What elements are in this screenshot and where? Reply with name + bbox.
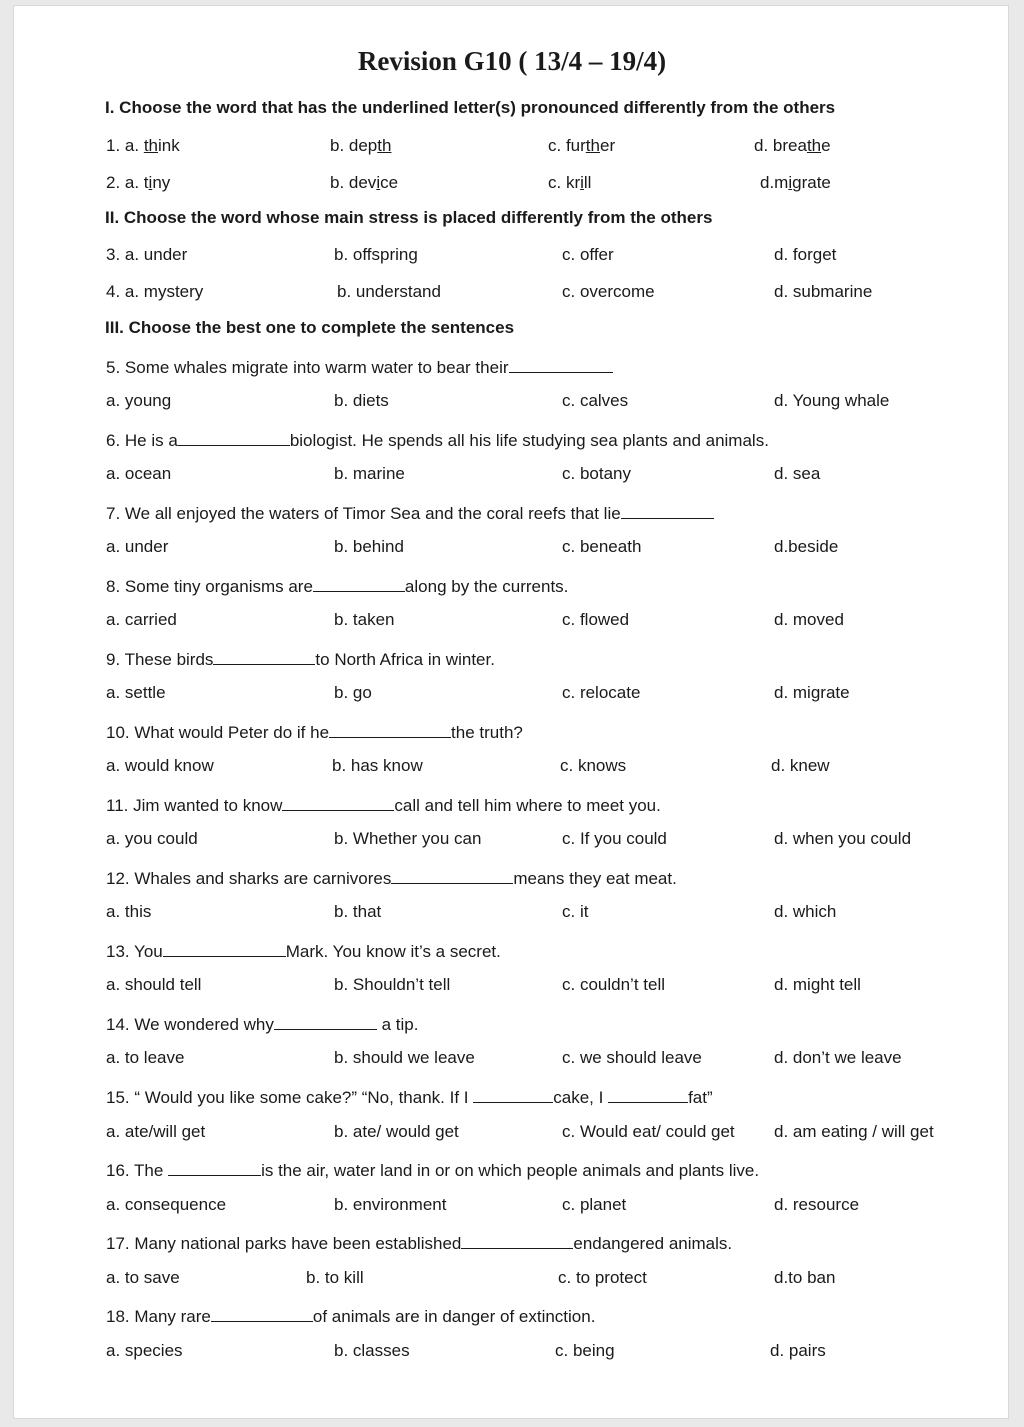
answer-blank[interactable] [509, 355, 613, 373]
q6-option-b: b. marine [334, 464, 405, 483]
q2-option-a: 2. a. tiny [106, 173, 171, 192]
q4-option-d: d. submarine [774, 282, 873, 301]
q15-option-d: d. am eating / will get [774, 1122, 934, 1141]
q5-option-d: d. Young whale [774, 391, 890, 410]
q11-option-d: d. when you could [774, 829, 912, 848]
question-12: 12. Whales and sharks are carnivores means they eat meat. [106, 866, 677, 889]
q9-option-a: a. settle [106, 683, 166, 702]
answer-blank[interactable] [282, 793, 394, 811]
q13-option-c: c. couldn’t tell [562, 975, 665, 994]
q10-option-b: b. has know [332, 756, 423, 775]
question-8: 8. Some tiny organisms are along by the currents. [106, 574, 568, 597]
q3-option-d: d. forget [774, 245, 837, 264]
q2-option-b: b. device [330, 173, 399, 192]
answer-blank[interactable] [473, 1085, 553, 1103]
answer-blank[interactable] [178, 428, 290, 446]
q17-option-d: d.to ban [774, 1268, 836, 1287]
q11-option-b: b. Whether you can [334, 829, 482, 848]
q4-option-a: 4. a. mystery [106, 282, 204, 301]
q2-option-d: d.migrate [760, 173, 831, 192]
q15-option-c: c. Would eat/ could get [562, 1122, 735, 1141]
answer-blank[interactable] [621, 501, 714, 519]
answer-blank[interactable] [274, 1012, 377, 1030]
q10-option-c: c. knows [560, 756, 627, 775]
q6-option-c: c. botany [562, 464, 631, 483]
q10-option-a: a. would know [106, 756, 214, 775]
section-heading-1: I. Choose the word that has the underlined letter(s) pronounced differently from the others [105, 98, 836, 117]
q16-option-b: b. environment [334, 1195, 447, 1214]
question-13: 13. You Mark. You know it’s a secret. [106, 939, 501, 962]
q7-option-b: b. behind [334, 537, 404, 556]
q12-option-d: d. which [774, 902, 837, 921]
q10-option-d: d. knew [771, 756, 830, 775]
page-title: Revision G10 ( 13/4 – 19/4) [357, 46, 667, 76]
answer-blank[interactable] [461, 1231, 573, 1249]
question-11: 11. Jim wanted to know call and tell him where to meet you. [106, 793, 661, 816]
q5-option-c: c. calves [562, 391, 629, 410]
q14-option-c: c. we should leave [562, 1048, 702, 1067]
q14-option-d: d. don’t we leave [774, 1048, 902, 1067]
q4-option-b: b. understand [337, 282, 441, 301]
q16-option-d: d. resource [774, 1195, 860, 1214]
q13-option-d: d. might tell [774, 975, 861, 994]
q18-option-d: d. pairs [770, 1341, 826, 1360]
q9-option-c: c. relocate [562, 683, 641, 702]
answer-blank[interactable] [168, 1158, 261, 1176]
q17-option-b: b. to kill [306, 1268, 364, 1287]
q17-option-c: c. to protect [558, 1268, 647, 1287]
answer-blank[interactable] [608, 1085, 688, 1103]
answer-blank[interactable] [391, 866, 513, 884]
q16-option-c: c. planet [562, 1195, 627, 1214]
q8-option-b: b. taken [334, 610, 395, 629]
q12-option-c: c. it [562, 902, 589, 921]
question-6: 6. He is a biologist. He spends all his life studying sea plants and animals. [106, 428, 769, 451]
q9-option-d: d. migrate [774, 683, 850, 702]
q13-option-b: b. Shouldn’t tell [334, 975, 451, 994]
q1-option-d: d. breathe [754, 136, 831, 155]
q5-option-b: b. diets [334, 391, 389, 410]
q1-option-c: c. further [548, 136, 616, 155]
answer-blank[interactable] [213, 647, 315, 665]
answer-blank[interactable] [329, 720, 451, 738]
q3-option-c: c. offer [562, 245, 614, 264]
q4-option-c: c. overcome [562, 282, 655, 301]
q3-option-a: 3. a. under [106, 245, 188, 264]
q18-option-c: c. being [555, 1341, 615, 1360]
question-9: 9. These birds to North Africa in winter. [106, 647, 495, 670]
q6-option-a: a. ocean [106, 464, 172, 483]
answer-blank[interactable] [313, 574, 405, 592]
q11-option-c: c. If you could [562, 829, 667, 848]
q11-option-a: a. you could [106, 829, 198, 848]
answer-blank[interactable] [163, 939, 286, 957]
q7-option-a: a. under [106, 537, 169, 556]
q1-option-b: b. depth [330, 136, 392, 155]
q15-option-a: a. ate/will get [106, 1122, 206, 1141]
question-15: 15. “ Would you like some cake?” “No, thank. If I cake, I fat” [106, 1085, 713, 1108]
q16-option-a: a. consequence [106, 1195, 227, 1214]
q12-option-b: b. that [334, 902, 382, 921]
question-18: 18. Many rare of animals are in danger of extinction. [106, 1304, 595, 1327]
question-7: 7. We all enjoyed the waters of Timor Sea and the coral reefs that lie [106, 501, 714, 524]
question-17: 17. Many national parks have been established endangered animals. [106, 1231, 732, 1254]
question-5: 5. Some whales migrate into warm water to bear their [106, 355, 613, 378]
question-10: 10. What would Peter do if he the truth? [106, 720, 523, 743]
q9-option-b: b. go [334, 683, 372, 702]
q5-option-a: a. young [106, 391, 172, 410]
q1-option-a: 1. a. think [106, 136, 180, 155]
q17-option-a: a. to save [106, 1268, 180, 1287]
q14-option-a: a. to leave [106, 1048, 185, 1067]
q13-option-a: a. should tell [106, 975, 202, 994]
q3-option-b: b. offspring [334, 245, 418, 264]
question-14: 14. We wondered why a tip. [106, 1012, 419, 1035]
q12-option-a: a. this [106, 902, 152, 921]
q7-option-c: c. beneath [562, 537, 642, 556]
section-heading-2: II. Choose the word whose main stress is placed differently from the others [105, 208, 713, 227]
answer-blank[interactable] [211, 1304, 313, 1322]
section-heading-3: III. Choose the best one to complete the sentences [105, 318, 515, 337]
question-16: 16. The is the air, water land in or on which people animals and plants live. [106, 1158, 759, 1181]
q8-option-a: a. carried [106, 610, 177, 629]
q18-option-b: b. classes [334, 1341, 410, 1360]
q18-option-a: a. species [106, 1341, 183, 1360]
q8-option-d: d. moved [774, 610, 844, 629]
q2-option-c: c. krill [548, 173, 592, 192]
q8-option-c: c. flowed [562, 610, 630, 629]
q14-option-b: b. should we leave [334, 1048, 475, 1067]
q7-option-d: d.beside [774, 537, 839, 556]
q6-option-d: d. sea [774, 464, 821, 483]
q15-option-b: b. ate/ would get [334, 1122, 459, 1141]
